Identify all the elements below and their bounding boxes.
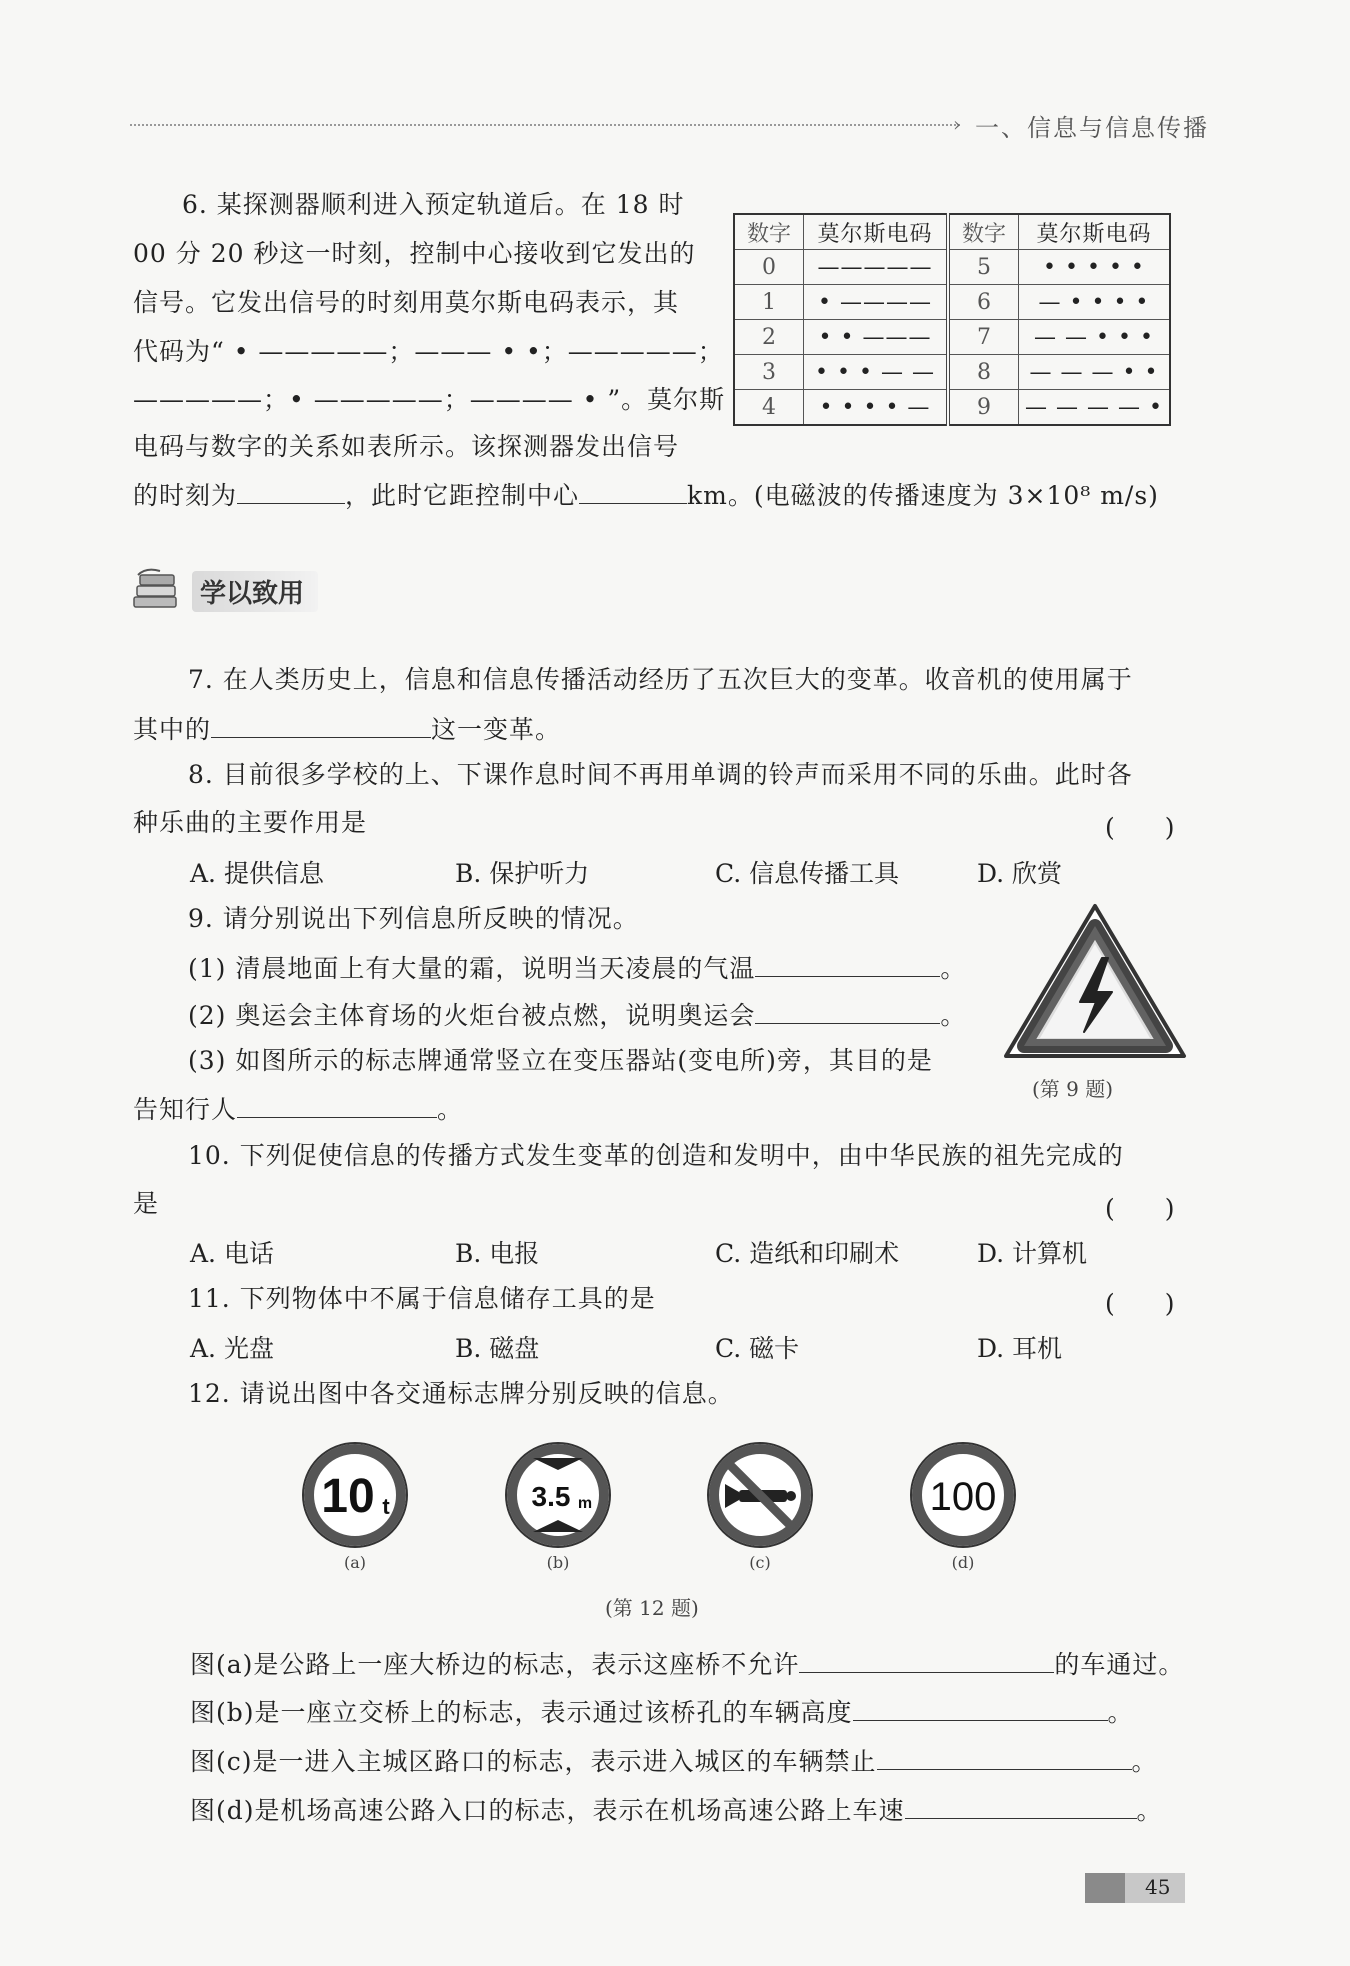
sign-d-value: 100	[929, 1475, 997, 1519]
header-rule	[130, 124, 960, 126]
books-icon	[130, 567, 182, 611]
morse-code-table	[733, 213, 1171, 426]
digit-cell: 6	[948, 285, 1019, 320]
q12-a-blank[interactable]	[799, 1646, 1054, 1673]
digit-cell: 8	[948, 355, 1019, 390]
q12-line-1: 12. 请说出图中各交通标志牌分别反映的信息。	[188, 1379, 734, 1408]
q8-option-c[interactable]: C. 信息传播工具	[715, 859, 900, 888]
q9-sub2-blank[interactable]	[755, 997, 940, 1024]
q10-option-d[interactable]: D. 计算机	[977, 1239, 1088, 1268]
header-cell: 数字	[734, 214, 804, 250]
q6-time-blank[interactable]	[237, 477, 345, 504]
digit-cell: 7	[948, 320, 1019, 355]
code-cell: • • • • •	[1019, 250, 1170, 285]
q12-c-blank[interactable]	[877, 1743, 1132, 1770]
q11-line-1: 11. 下列物体中不属于信息储存工具的是	[188, 1284, 656, 1313]
q6-line-7	[133, 477, 1159, 513]
sign-d-label: (d)	[951, 1553, 975, 1572]
code-cell: — — — — •	[1019, 390, 1170, 426]
q12-c-text: 图(c)是一进入主城区路口的标志，表示进入城区的车辆禁止	[190, 1747, 877, 1776]
speed-limit-sign	[908, 1440, 1018, 1550]
q12-a-post: 的车通过。	[1054, 1650, 1185, 1679]
header-cell: 数字	[948, 214, 1019, 250]
high-voltage-warning-sign	[1000, 900, 1190, 1062]
q10-answer-paren[interactable]: ( )	[1105, 1194, 1175, 1223]
q11-option-a[interactable]: A. 光盘	[190, 1334, 274, 1363]
q12-b-blank[interactable]	[853, 1694, 1108, 1721]
q6-line-5: —————；• —————；———— • ”。莫尔斯	[133, 385, 726, 414]
q11-option-c[interactable]: C. 磁卡	[715, 1334, 800, 1363]
morse-header-row	[734, 214, 1170, 250]
digit-cell: 5	[948, 250, 1019, 285]
q12-a-line	[190, 1646, 1184, 1682]
q12-c-end: 。	[1131, 1747, 1158, 1776]
sign-b-value: 3.5	[531, 1481, 571, 1512]
q6-line-3: 信号。它发出信号的时刻用莫尔斯电码表示，其	[133, 288, 680, 317]
section-title: 学以致用	[192, 571, 318, 612]
table-row	[734, 390, 1170, 426]
table-row	[734, 285, 1170, 320]
chapter-title: 一、信息与信息传播	[975, 114, 1209, 142]
code-cell: • ————	[804, 285, 949, 320]
q12-d-end: 。	[1136, 1796, 1163, 1825]
code-cell: • • • • —	[804, 390, 949, 426]
q12-b-text: 图(b)是一座立交桥上的标志，表示通过该桥孔的车辆高度	[190, 1698, 853, 1727]
q11-option-b[interactable]: B. 磁盘	[455, 1334, 540, 1363]
q9-sub2-end: 。	[940, 1001, 967, 1030]
code-cell: • • • — —	[804, 355, 949, 390]
q6-line-2: 00 分 20 秒这一时刻，控制中心接收到它发出的	[133, 239, 696, 268]
table-row	[734, 250, 1170, 285]
q8-option-a[interactable]: A. 提供信息	[190, 859, 324, 888]
q9-sub-3: (3) 如图所示的标志牌通常竖立在变压器站(变电所)旁，其目的是	[188, 1046, 933, 1075]
digit-cell: 4	[734, 390, 804, 426]
table-row	[734, 355, 1170, 390]
q6-last-pre: 的时刻为	[133, 481, 238, 510]
q6-line-4: 代码为“ • —————；——— • •；—————；	[133, 337, 724, 366]
q7-blank[interactable]	[211, 711, 431, 738]
q9-sub1-end: 。	[940, 954, 967, 983]
q9-sub-1	[188, 950, 966, 986]
q8-option-d[interactable]: D. 欣赏	[977, 859, 1063, 888]
q12-d-line	[190, 1792, 1163, 1828]
section-banner	[130, 565, 330, 613]
q6-last-mid: ，此时它距控制中心	[345, 481, 580, 510]
table-row	[734, 320, 1170, 355]
sign-c-label: (c)	[749, 1553, 771, 1572]
digit-cell: 3	[734, 355, 804, 390]
q12-d-blank[interactable]	[905, 1792, 1137, 1819]
q8-option-b[interactable]: B. 保护听力	[455, 859, 590, 888]
q10-option-a[interactable]: A. 电话	[190, 1239, 274, 1268]
code-cell: • • ———	[804, 320, 949, 355]
q9-line-1: 9. 请分别说出下列信息所反映的情况。	[188, 904, 639, 933]
q9-sub-2	[188, 997, 966, 1033]
digit-cell: 9	[948, 390, 1019, 426]
code-cell: — • • • •	[1019, 285, 1170, 320]
q7-pre: 其中的	[133, 715, 212, 744]
q10-option-b[interactable]: B. 电报	[455, 1239, 540, 1268]
height-limit-sign	[503, 1440, 613, 1550]
q7-line-2	[133, 711, 561, 747]
q9-sub1-blank[interactable]	[755, 950, 940, 977]
page-number-badge	[1085, 1873, 1185, 1903]
q8-answer-paren[interactable]: ( )	[1105, 813, 1175, 842]
q10-option-c[interactable]: C. 造纸和印刷术	[715, 1239, 900, 1268]
q12-d-text: 图(d)是机场高速公路入口的标志，表示在机场高速公路上车速	[190, 1796, 905, 1825]
q11-option-d[interactable]: D. 耳机	[977, 1334, 1063, 1363]
digit-cell: 2	[734, 320, 804, 355]
q9-figure-caption: (第 9 题)	[1032, 1077, 1114, 1101]
page-number: 45	[1145, 1875, 1171, 1899]
code-cell: — — — • •	[1019, 355, 1170, 390]
code-cell: — — • • •	[1019, 320, 1170, 355]
q10-line-2: 是	[133, 1189, 160, 1218]
q6-last-post: km。(电磁波的传播速度为 3×10⁸ m/s)	[687, 481, 1159, 510]
header-arrow-icon: ›	[953, 112, 961, 136]
q12-figure-caption: (第 12 题)	[605, 1596, 699, 1620]
q7-post: 这一变革。	[431, 715, 562, 744]
q6-distance-blank[interactable]	[579, 477, 687, 504]
q9-sub-3b	[133, 1091, 463, 1127]
sign-a-unit: t	[382, 1494, 390, 1519]
q10-line-1: 10. 下列促使信息的传播方式发生变革的创造和发明中，由中华民族的祖先完成的	[188, 1141, 1124, 1170]
q6-line-1: 6. 某探测器顺利进入预定轨道后。在 18 时	[182, 190, 685, 219]
q8-line-1: 8. 目前很多学校的上、下课作息时间不再用单调的铃声而采用不同的乐曲。此时各	[188, 760, 1133, 789]
digit-cell: 1	[734, 285, 804, 320]
header-cell: 莫尔斯电码	[1019, 214, 1170, 250]
q11-answer-paren[interactable]: ( )	[1105, 1289, 1175, 1318]
q9-sub3-blank[interactable]	[237, 1091, 437, 1118]
digit-cell: 0	[734, 250, 804, 285]
sign-a-label: (a)	[343, 1553, 367, 1572]
code-cell: —————	[804, 250, 949, 285]
no-horn-sign	[705, 1440, 815, 1550]
q7-line-1: 7. 在人类历史上，信息和信息传播活动经历了五次巨大的变革。收音机的使用属于	[188, 665, 1133, 694]
q12-b-end: 。	[1107, 1698, 1134, 1727]
q12-b-line	[190, 1694, 1134, 1730]
q6-line-6: 电码与数字的关系如表所示。该探测器发出信号	[133, 432, 680, 461]
q12-a-text: 图(a)是公路上一座大桥边的标志，表示这座桥不允许	[190, 1650, 800, 1679]
q9-sub3-end: 。	[437, 1095, 464, 1124]
header-cell: 莫尔斯电码	[804, 214, 949, 250]
q12-c-line	[190, 1743, 1158, 1779]
q9-sub2-text: (2) 奥运会主体育场的火炬台被点燃，说明奥运会	[188, 1001, 756, 1030]
weight-limit-sign	[300, 1440, 410, 1550]
q9-sub1-text: (1) 清晨地面上有大量的霜，说明当天凌晨的气温	[188, 954, 756, 983]
q9-sub3b-text: 告知行人	[133, 1095, 238, 1124]
sign-b-label: (b)	[546, 1553, 570, 1572]
sign-b-unit: m	[577, 1495, 593, 1512]
sign-a-value: 10	[321, 1470, 375, 1523]
q8-line-2: 种乐曲的主要作用是	[133, 808, 368, 837]
